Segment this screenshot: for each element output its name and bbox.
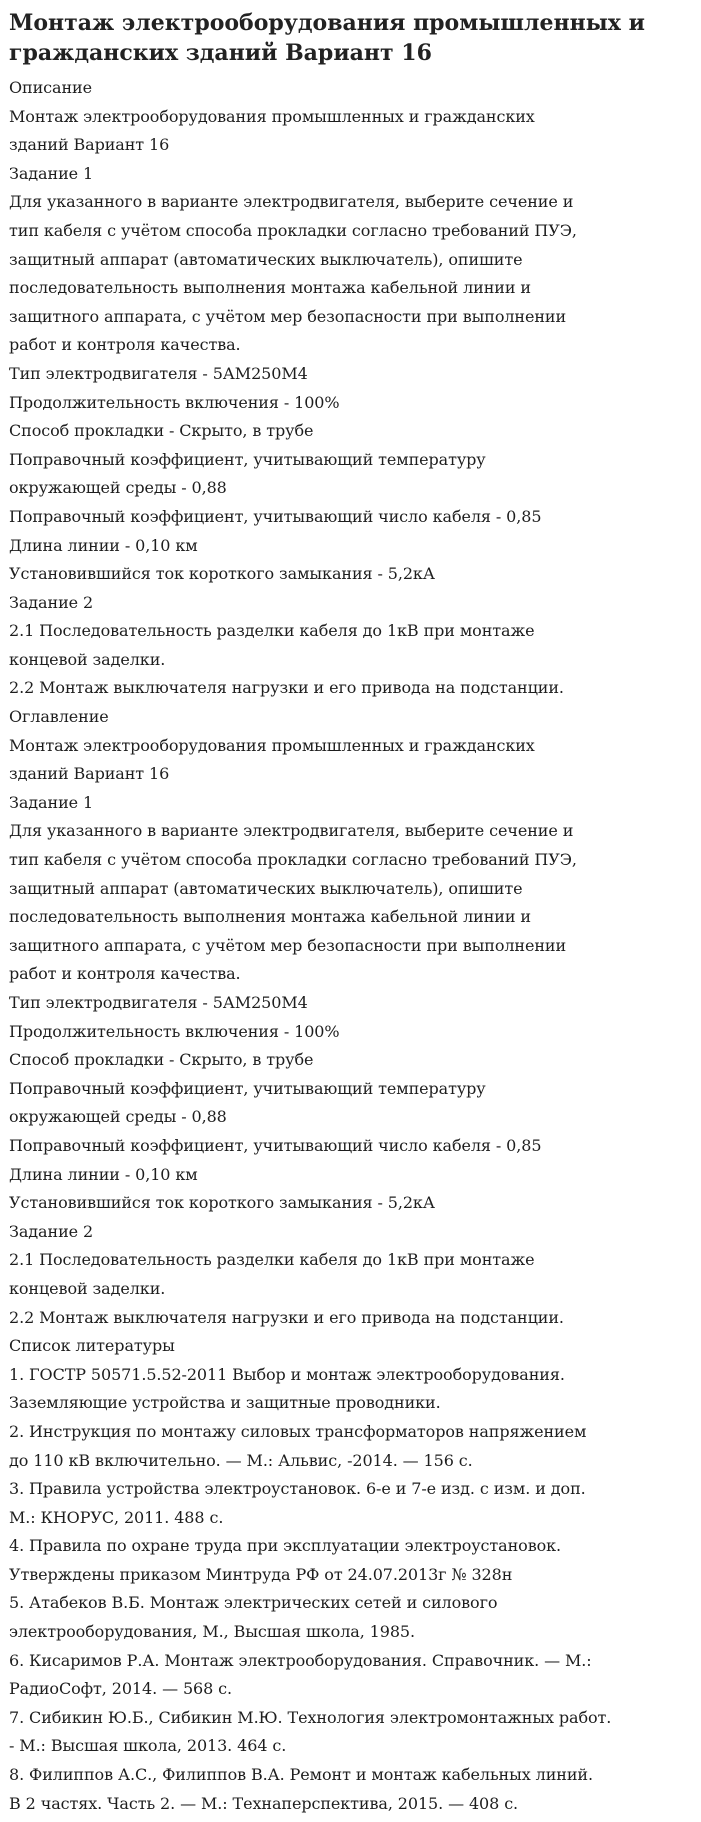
- text-line: 6. Кисаримов Р.А. Монтаж электрооборудования. Справочник. — М.:: [9, 1650, 592, 1670]
- document-body: [9, 74, 691, 1818]
- text-line: Установившийся ток короткого замыкания - 5,2кА: [9, 564, 435, 584]
- text-line: концевой заделки.: [9, 1278, 166, 1298]
- text-line: последовательность выполнения монтажа кабельной линии и: [9, 907, 531, 927]
- text-line: 4. Правила по охране труда при эксплуатации электроустановок.: [9, 1536, 562, 1556]
- text-line: Способ прокладки - Скрыто, в трубе: [9, 1050, 314, 1070]
- text-line: Установившийся ток короткого замыкания - 5,2кА: [9, 1193, 435, 1213]
- text-line: Задание 2: [9, 1221, 94, 1241]
- text-line: защитный аппарат (автоматических выключатель), опишите: [9, 249, 523, 269]
- text-line: зданий Вариант 16: [9, 764, 170, 784]
- text-line: 2.1 Последовательность разделки кабеля до 1кВ при монтаже: [9, 621, 535, 641]
- text-line: 2.2 Монтаж выключателя нагрузки и его привода на подстанции.: [9, 678, 564, 698]
- text-line: защитного аппарата, с учётом мер безопасности при выполнении: [9, 306, 567, 326]
- text-line: Список литературы: [9, 1336, 175, 1356]
- text-line: Оглавление: [9, 707, 109, 727]
- text-line: Монтаж электрооборудования промышленных и гражданских: [9, 106, 535, 126]
- text-line: Монтаж электрооборудования промышленных и гражданских: [9, 735, 535, 755]
- text-line: 3. Правила устройства электроустановок. 6-е и 7-е изд. с изм. и доп.: [9, 1479, 586, 1499]
- text-line: Продолжительность включения - 100%: [9, 392, 340, 412]
- text-line: 8. Филиппов А.С., Филиппов В.А. Ремонт и монтаж кабельных линий.: [9, 1765, 593, 1785]
- text-line: Описание: [9, 78, 92, 97]
- text-line: последовательность выполнения монтажа кабельной линии и: [9, 278, 531, 298]
- text-line: Заземляющие устройства и защитные проводники.: [9, 1393, 441, 1413]
- text-line: Продолжительность включения - 100%: [9, 1021, 340, 1041]
- text-line: Длина линии - 0,10 км: [9, 535, 198, 555]
- text-line: Длина линии - 0,10 км: [9, 1164, 198, 1184]
- text-line: концевой заделки.: [9, 649, 166, 669]
- text-line: работ и контроля качества.: [9, 335, 241, 355]
- text-line: работ и контроля качества.: [9, 964, 241, 984]
- text-line: Поправочный коэффициент, учитывающий число кабеля - 0,85: [9, 1135, 542, 1155]
- text-line: 2.2 Монтаж выключателя нагрузки и его привода на подстанции.: [9, 1307, 564, 1327]
- document-title: [9, 8, 691, 68]
- text-line: Задание 1: [9, 163, 94, 183]
- text-line: защитный аппарат (автоматических выключатель), опишите: [9, 878, 523, 898]
- text-line: Для указанного в варианте электродвигателя, выберите сечение и: [9, 821, 574, 841]
- text-line: Утверждены приказом Минтруда РФ от 24.07.2013г № 328н: [9, 1564, 513, 1584]
- text-line: В 2 частях. Часть 2. — М.: Технаперспектива, 2015. — 408 с.: [9, 1793, 519, 1813]
- text-line: Задание 2: [9, 592, 94, 612]
- text-line: зданий Вариант 16: [9, 135, 170, 155]
- text-line: окружающей среды - 0,88: [9, 478, 227, 498]
- text-line: Поправочный коэффициент, учитывающий температуру: [9, 1078, 486, 1098]
- text-line: 2. Инструкция по монтажу силовых трансформаторов напряжением: [9, 1421, 587, 1441]
- text-line: Тип электродвигателя - 5АМ250М4: [9, 993, 308, 1012]
- text-line: до 110 кВ включительно. — М.: Альвис, -2014. — 156 с.: [9, 1450, 473, 1470]
- text-line: окружающей среды - 0,88: [9, 1107, 227, 1127]
- text-line: РадиоСофт, 2014. — 568 с.: [9, 1679, 233, 1699]
- text-line: Тип электродвигателя - 5АМ250М4: [9, 363, 308, 383]
- text-line: Для указанного в варианте электродвигателя, выберите сечение и: [9, 192, 574, 212]
- text-line: М.: КНОРУС, 2011. 488 с.: [9, 1507, 224, 1527]
- text-line: Поправочный коэффициент, учитывающий число кабеля - 0,85: [9, 506, 542, 526]
- document-title-line-2: гражданских зданий Вариант 16: [9, 40, 432, 66]
- document-title-line-1: Монтаж электрооборудования промышленных и: [9, 10, 645, 36]
- text-line: защитного аппарата, с учётом мер безопасности при выполнении: [9, 935, 567, 955]
- text-line: тип кабеля с учётом способа прокладки согласно требований ПУЭ,: [9, 850, 577, 870]
- text-line: 7. Сибикин Ю.Б., Сибикин М.Ю. Технология электромонтажных работ.: [9, 1707, 612, 1727]
- text-line: - М.: Высшая школа, 2013. 464 с.: [9, 1736, 287, 1756]
- text-line: Способ прокладки - Скрыто, в трубе: [9, 421, 314, 441]
- text-line: тип кабеля с учётом способа прокладки согласно требований ПУЭ,: [9, 220, 577, 240]
- text-line: 1. ГОСТР 50571.5.52-2011 Выбор и монтаж электрооборудования.: [9, 1364, 565, 1384]
- text-line: 5. Атабеков В.Б. Монтаж электрических сетей и силового: [9, 1593, 498, 1613]
- text-line: электрооборудования, М., Высшая школа, 1985.: [9, 1622, 415, 1642]
- text-line: Поправочный коэффициент, учитывающий температуру: [9, 449, 486, 469]
- text-line: Задание 1: [9, 792, 94, 812]
- text-line: 2.1 Последовательность разделки кабеля до 1кВ при монтаже: [9, 1250, 535, 1270]
